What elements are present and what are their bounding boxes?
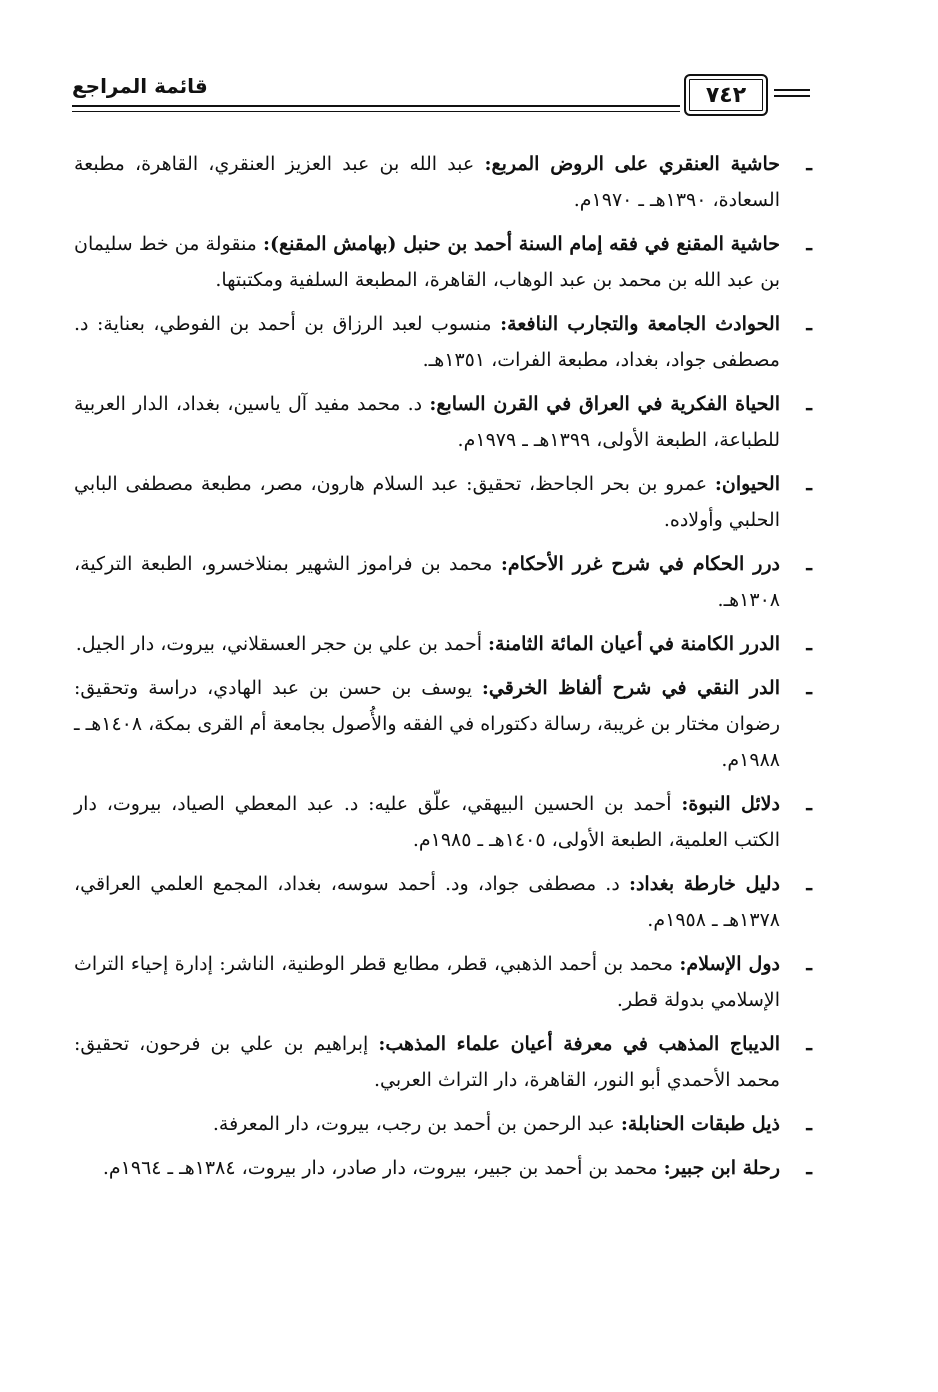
entry-details: عمرو بن بحر الجاحظ، تحقيق: عبد السلام هارون، مصر، مطبعة مصطفى البابي الحلبي وأولاده. [74,473,780,531]
bullet-dash: ـ [806,873,812,895]
entry-details: أحمد بن علي بن حجر العسقلاني، بيروت، دار الجيل. [75,633,482,655]
reference-entry [74,1106,812,1142]
entry-details: أحمد بن الحسين البيهقي، علّق عليه: د. عبد المعطي الصياد، بيروت، دار الكتب العلمية، الطبعة الأولى، ١٤٠٥هـ ـ ١٩٨٥م. [74,793,780,851]
entry-details: محمد بن أحمد الذهبي، قطر، مطابع قطر الوطنية، الناشر: إدارة إحياء التراث الإسلامي بدولة قطر. [74,953,780,1011]
reference-entry [74,546,812,618]
entry-details: إبراهيم بن علي بن فرحون، تحقيق: محمد الأحمدي أبو النور، القاهرة، دار التراث العربي. [74,1033,780,1091]
bullet-dash: ـ [806,313,812,335]
header-rule-thin [72,111,680,112]
entry-title: حاشية العنقري على الروض المربع: [484,153,780,175]
entry-title: الدرر الكامنة في أعيان المائة الثامنة: [488,633,780,655]
bullet-dash: ـ [806,793,812,815]
entry-details: عبد الله بن عبد العزيز العنقري، القاهرة، مطبعة السعادة، ١٣٩٠هـ ـ ١٩٧٠م. [74,153,780,211]
entry-title: الحيوان: [714,473,780,495]
reference-entry [74,306,812,378]
header-ornament-rule [774,89,810,91]
entry-title: دليل خارطة بغداد: [628,873,780,895]
reference-list [74,146,812,1194]
reference-entry [74,786,812,858]
bullet-dash: ـ [806,153,812,175]
entry-title: الدر النقي في شرح ألفاظ الخرقي: [481,677,780,699]
reference-entry [74,866,812,938]
entry-title: دلائل النبوة: [681,793,780,815]
entry-title: حاشية المقنع في فقه إمام السنة أحمد بن حنبل (بهامش المقنع): [263,233,780,255]
reference-entry [74,946,812,1018]
entry-details: محمد بن أحمد بن جبير، بيروت، دار صادر، دار بيروت، ١٣٨٤هـ ـ ١٩٦٤م. [102,1157,658,1179]
bullet-dash: ـ [806,233,812,255]
bullet-dash: ـ [806,1157,812,1179]
bullet-dash: ـ [806,1113,812,1135]
bullet-dash: ـ [806,953,812,975]
entry-details: محمد بن فراموز الشهير بمنلاخسرو، الطبعة التركية، ١٣٠٨هـ. [74,553,780,611]
reference-entry [74,1150,812,1186]
entry-details: منقولة من خط سليمان بن عبد الله بن محمد بن عبد الوهاب، القاهرة، المطبعة السلفية ومكتبتها. [74,233,780,291]
entry-details: يوسف بن حسن بن عبد الهادي، دراسة وتحقيق: رضوان مختار بن غريبة، رسالة دكتوراه في الفقه والأُصول بجامعة أم القرى بمكة، ١٤٠٨هـ ـ ١٩٨٨م. [74,677,780,771]
reference-entry [74,670,812,778]
bullet-dash: ـ [806,553,812,575]
reference-entry [74,466,812,538]
reference-entry [74,626,812,662]
reference-entry [74,146,812,218]
entry-title: الحياة الفكرية في العراق في القرن السابع: [429,393,780,415]
reference-entry [74,386,812,458]
bullet-dash: ـ [806,393,812,415]
entry-title: ذيل طبقات الحنابلة: [620,1113,780,1135]
bullet-dash: ـ [806,1033,812,1055]
entry-details: د. محمد مفيد آل ياسين، بغداد، الدار العربية للطباعة، الطبعة الأولى، ١٣٩٩هـ ـ ١٩٧٩م. [74,393,780,451]
reference-entry [74,1026,812,1098]
entry-details: منسوب لعبد الرزاق بن أحمد بن الفوطي، بعناية: د. مصطفى جواد، بغداد، مطبعة الفرات، ١٣٥١هـ. [74,313,780,371]
entry-title: درر الحكام في شرح غرر الأحكام: [500,553,781,575]
running-title: قائمة المراجع [72,74,208,98]
entry-details: د. مصطفى جواد، ود. أحمد سوسه، بغداد، المجمع العلمي العراقي، ١٣٧٨هـ ـ ١٩٥٨م. [74,873,780,931]
reference-entry [74,226,812,298]
page-header [72,72,810,118]
bullet-dash: ـ [806,677,812,699]
header-ornament-rule [774,95,810,97]
entry-title: الحوادث الجامعة والتجارب النافعة: [500,313,780,335]
bullet-dash: ـ [806,633,812,655]
page-number: ٧٤٢ [684,74,768,116]
bullet-dash: ـ [806,473,812,495]
entry-title: الديباج المذهب في معرفة أعيان علماء المذهب: [378,1033,780,1055]
entry-details: عبد الرحمن بن أحمد بن رجب، بيروت، دار المعرفة. [212,1113,615,1135]
header-rule [72,105,680,107]
entry-title: رحلة ابن جبير: [663,1157,780,1179]
entry-title: دول الإسلام: [679,953,780,975]
